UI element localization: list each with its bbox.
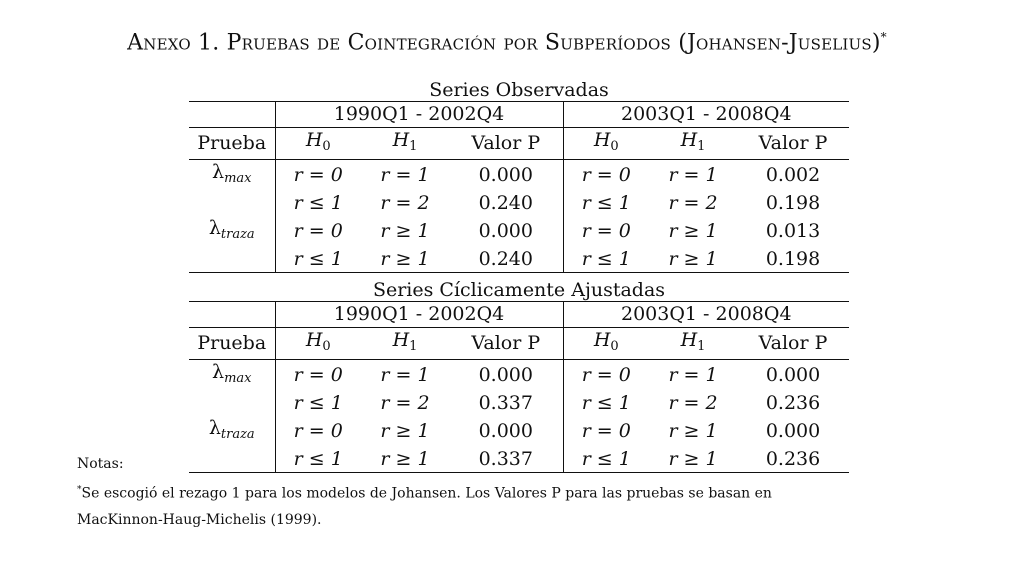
empty-corner: [189, 102, 275, 128]
h1-cell: r ≥ 1: [361, 447, 449, 473]
h1-cell: r = 2: [668, 392, 718, 414]
table-row: [189, 191, 849, 216]
column-header-row: [189, 128, 849, 160]
col-h0: $H_0$: [563, 128, 649, 160]
p-value-cell: 0.240: [478, 192, 533, 214]
h1-cell: r = 1: [380, 364, 430, 386]
col-h0: $H_0$: [275, 328, 361, 360]
h1-cell: r ≥ 1: [649, 447, 737, 473]
h1-cell: r = 2: [380, 392, 430, 414]
table-caption: Series Observadas: [429, 79, 609, 101]
notes-text-1: Se escogió el rezago 1 para los modelos de Johansen. Los Valores P para las pruebas se basan en: [81, 485, 772, 502]
test-cell-empty: [189, 391, 275, 416]
test-lambda-max: $\lambda_{max}$: [212, 361, 252, 386]
page-title-text: Anexo 1. Pruebas de Cointegración por Subperíodos (Johansen-Juselius): [127, 30, 881, 56]
table-row: [189, 360, 849, 392]
period-header-row: [189, 302, 849, 328]
table-row: [189, 416, 849, 447]
p-value-cell: 0.236: [765, 392, 821, 414]
h0-cell: r = 0: [563, 160, 649, 192]
h0-cell: r ≤ 1: [563, 247, 649, 273]
notes-footnote-mark: *: [77, 485, 82, 495]
h0-cell: r = 0: [563, 216, 649, 247]
test-lambda-traza: $\lambda_{traza}$: [208, 417, 255, 442]
p-value-cell: 0.240: [449, 247, 563, 273]
h1-cell: r ≥ 1: [361, 247, 449, 273]
col-h1: $H_1$: [361, 128, 449, 160]
p-value-cell: 0.337: [449, 447, 563, 473]
table-series-ciclicamente-ajustadas: [189, 279, 849, 473]
p-value-cell: 0.337: [478, 392, 533, 414]
h0-cell: r ≤ 1: [563, 191, 649, 216]
table-caption: Series Cíclicamente Ajustadas: [372, 279, 666, 301]
col-valor-p: Valor P: [737, 128, 849, 160]
h0-cell: r ≤ 1: [275, 191, 361, 216]
col-h0: $H_0$: [275, 128, 361, 160]
cointegration-table: [189, 301, 849, 473]
p-value-cell: 0.000: [478, 164, 533, 186]
h1-cell: r ≥ 1: [668, 220, 718, 242]
h0-cell: r ≤ 1: [563, 391, 649, 416]
col-h1: $H_1$: [361, 328, 449, 360]
h1-cell: r = 2: [668, 192, 718, 214]
col-prueba: Prueba: [189, 328, 275, 360]
col-prueba: Prueba: [189, 128, 275, 160]
h1-cell: r = 1: [668, 164, 718, 186]
col-valor-p: Valor P: [449, 128, 563, 160]
notes-label: Notas:: [77, 456, 124, 472]
p-value-cell: 0.198: [765, 192, 821, 214]
h1-cell: r = 1: [380, 164, 430, 186]
p-value-cell: 0.000: [765, 420, 821, 442]
h0-cell: r ≤ 1: [563, 447, 649, 473]
page-title: [0, 30, 1014, 55]
h0-cell: r = 0: [275, 160, 361, 192]
col-h1: $H_1$: [649, 128, 737, 160]
h0-cell: r ≤ 1: [275, 391, 361, 416]
h0-cell: r = 0: [275, 360, 361, 392]
p-value-cell: 0.000: [765, 364, 821, 386]
column-header-row: [189, 328, 849, 360]
test-lambda-max: $\lambda_{max}$: [212, 161, 252, 186]
p-value-cell: 0.000: [478, 220, 533, 242]
h1-cell: r = 2: [380, 192, 430, 214]
p-value-cell: 0.198: [737, 247, 849, 273]
h1-cell: r ≥ 1: [380, 420, 430, 442]
h1-cell: r ≥ 1: [649, 247, 737, 273]
test-lambda-traza: $\lambda_{traza}$: [208, 217, 255, 242]
h0-cell: r = 0: [563, 416, 649, 447]
h1-cell: r ≥ 1: [668, 420, 718, 442]
table-row: [189, 160, 849, 192]
title-footnote-mark: *: [880, 30, 887, 44]
p-value-cell: 0.013: [765, 220, 821, 242]
period-1-header: 1990Q1 - 2002Q4: [275, 102, 563, 128]
p-value-cell: 0.002: [765, 164, 821, 186]
col-h0: $H_0$: [563, 328, 649, 360]
test-cell-empty: [189, 247, 275, 273]
period-2-header: 2003Q1 - 2008Q4: [563, 102, 849, 128]
cointegration-table: [189, 101, 849, 273]
h0-cell: r = 0: [563, 360, 649, 392]
table-row: [189, 216, 849, 247]
period-header-row: [189, 102, 849, 128]
h0-cell: r ≤ 1: [275, 447, 361, 473]
notes-section: [77, 451, 772, 533]
notes-line-1: [77, 477, 772, 507]
table-row: [189, 391, 849, 416]
h0-cell: r = 0: [275, 216, 361, 247]
p-value-cell: 0.000: [478, 364, 533, 386]
table-row: [189, 247, 849, 273]
h0-cell: r ≤ 1: [275, 247, 361, 273]
p-value-cell: 0.000: [478, 420, 533, 442]
p-value-cell: 0.236: [737, 447, 849, 473]
h1-cell: r ≥ 1: [380, 220, 430, 242]
empty-corner: [189, 302, 275, 328]
table-series-observadas: [189, 79, 849, 273]
col-valor-p: Valor P: [449, 328, 563, 360]
h0-cell: r = 0: [275, 416, 361, 447]
period-1-header: 1990Q1 - 2002Q4: [275, 302, 563, 328]
col-valor-p: Valor P: [737, 328, 849, 360]
period-2-header: 2003Q1 - 2008Q4: [563, 302, 849, 328]
col-h1: $H_1$: [649, 328, 737, 360]
test-cell-empty: [189, 191, 275, 216]
notes-line-2: MacKinnon-Haug-Michelis (1999).: [77, 511, 322, 528]
h1-cell: r = 1: [668, 364, 718, 386]
